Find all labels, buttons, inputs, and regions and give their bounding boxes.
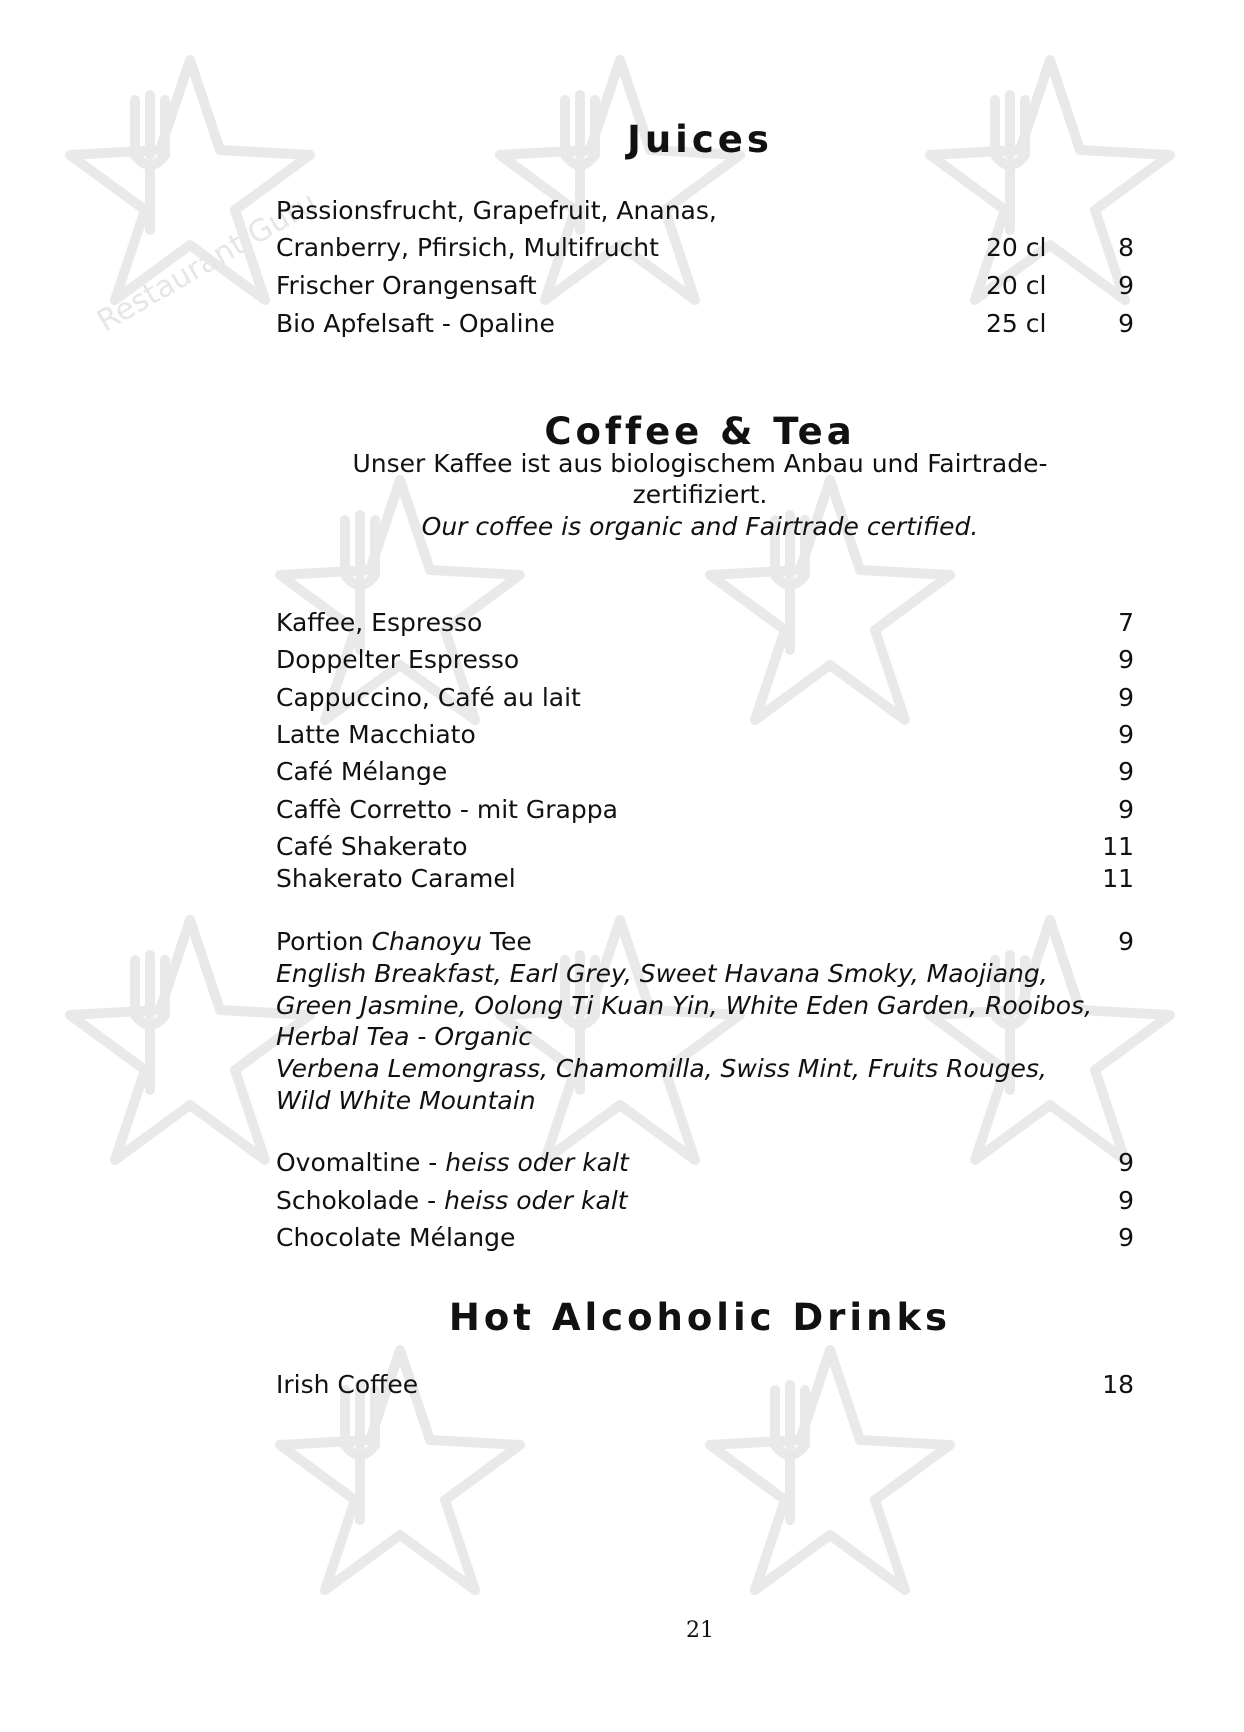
tea-varieties-line: English Breakfast, Earl Grey, Sweet Havana Smoky, Maojiang, bbox=[276, 959, 1048, 988]
tea-varieties-line: Verbena Lemongrass, Chamomilla, Swiss Mint, Fruits Rouges, bbox=[276, 1054, 1047, 1083]
choco-note: heiss oder kalt bbox=[445, 1148, 629, 1177]
choco-item-price: 9 bbox=[1118, 1186, 1134, 1215]
page-number: 21 bbox=[686, 1618, 714, 1643]
tea-brand: Chanoyu bbox=[371, 927, 482, 956]
watermark-logo-icon bbox=[900, 900, 1200, 1200]
tea-herbal-heading: Herbal Tea - Organic bbox=[276, 1022, 533, 1051]
coffee-item-price: 9 bbox=[1118, 683, 1134, 712]
coffee-item-name: Latte Macchiato bbox=[276, 720, 476, 749]
coffee-item-price: 7 bbox=[1118, 608, 1134, 637]
watermark-logo-icon bbox=[680, 1330, 980, 1630]
coffee-item-name: Café Mélange bbox=[276, 757, 448, 786]
coffee-item-price: 9 bbox=[1118, 720, 1134, 749]
juice-item-price: 8 bbox=[1118, 233, 1134, 262]
tea-item-name bbox=[276, 929, 532, 954]
coffee-intro-en: Our coffee is organic and Fairtrade certified. bbox=[421, 512, 979, 541]
choco-item-price: 9 bbox=[1118, 1148, 1134, 1177]
coffee-intro-de-line2: zertifiziert. bbox=[632, 480, 768, 509]
coffee-item-name: Kaffee, Espresso bbox=[276, 608, 483, 637]
coffee-item-name: Cappuccino, Café au lait bbox=[276, 683, 581, 712]
juices-title: Juices bbox=[627, 118, 773, 161]
choco-item-price: 9 bbox=[1118, 1223, 1134, 1252]
coffee-item-name: Caffè Corretto - mit Grappa bbox=[276, 795, 618, 824]
tea-prefix: Portion bbox=[276, 927, 372, 956]
juice-item-size: 20 cl bbox=[986, 271, 1047, 300]
svg-text:Restaurant Guru: Restaurant Guru bbox=[91, 185, 323, 340]
tea-price: 9 bbox=[1118, 927, 1134, 956]
juice-item-name: Frischer Orangensaft bbox=[276, 271, 537, 300]
choco-name: Schokolade - bbox=[276, 1186, 445, 1215]
coffee-tea-title: Coffee & Tea bbox=[544, 410, 856, 453]
choco-name: Chocolate Mélange bbox=[276, 1223, 516, 1252]
coffee-item-name: Café Shakerato bbox=[276, 832, 468, 861]
hot-alcoholic-title: Hot Alcoholic Drinks bbox=[448, 1296, 952, 1339]
juice-item-size: 20 cl bbox=[986, 233, 1047, 262]
juice-item-name: Bio Apfelsaft - Opaline bbox=[276, 309, 555, 338]
coffee-intro-de-line1: Unser Kaffee ist aus biologischem Anbau und Fairtrade- bbox=[352, 449, 1048, 478]
juice-item-price: 9 bbox=[1118, 271, 1134, 300]
choco-item-name bbox=[276, 1188, 628, 1213]
coffee-item-price: 9 bbox=[1118, 795, 1134, 824]
hot-alcoholic-item-name: Irish Coffee bbox=[276, 1370, 419, 1399]
coffee-item-price: 11 bbox=[1102, 832, 1134, 861]
coffee-item-name: Doppelter Espresso bbox=[276, 645, 520, 674]
choco-item-name bbox=[276, 1225, 515, 1250]
tea-suffix: Tee bbox=[482, 927, 532, 956]
choco-name: Ovomaltine - bbox=[276, 1148, 446, 1177]
juice-item-size: 25 cl bbox=[986, 309, 1047, 338]
juice-item-name-line1: Passionsfrucht, Grapefruit, Ananas, bbox=[276, 196, 717, 225]
coffee-item-price: 11 bbox=[1102, 864, 1134, 893]
tea-varieties-line: Wild White Mountain bbox=[276, 1086, 536, 1115]
coffee-item-name: Shakerato Caramel bbox=[276, 864, 516, 893]
tea-varieties-line: Green Jasmine, Oolong Ti Kuan Yin, White Eden Garden, Rooibos, bbox=[276, 991, 1093, 1020]
coffee-item-price: 9 bbox=[1118, 645, 1134, 674]
juice-item-name-line2: Cranberry, Pfirsich, Multifrucht bbox=[276, 233, 659, 262]
coffee-item-price: 9 bbox=[1118, 757, 1134, 786]
hot-alcoholic-item-price: 18 bbox=[1102, 1370, 1134, 1399]
choco-note: heiss oder kalt bbox=[444, 1186, 628, 1215]
juice-item-price: 9 bbox=[1118, 309, 1134, 338]
choco-item-name bbox=[276, 1150, 629, 1175]
